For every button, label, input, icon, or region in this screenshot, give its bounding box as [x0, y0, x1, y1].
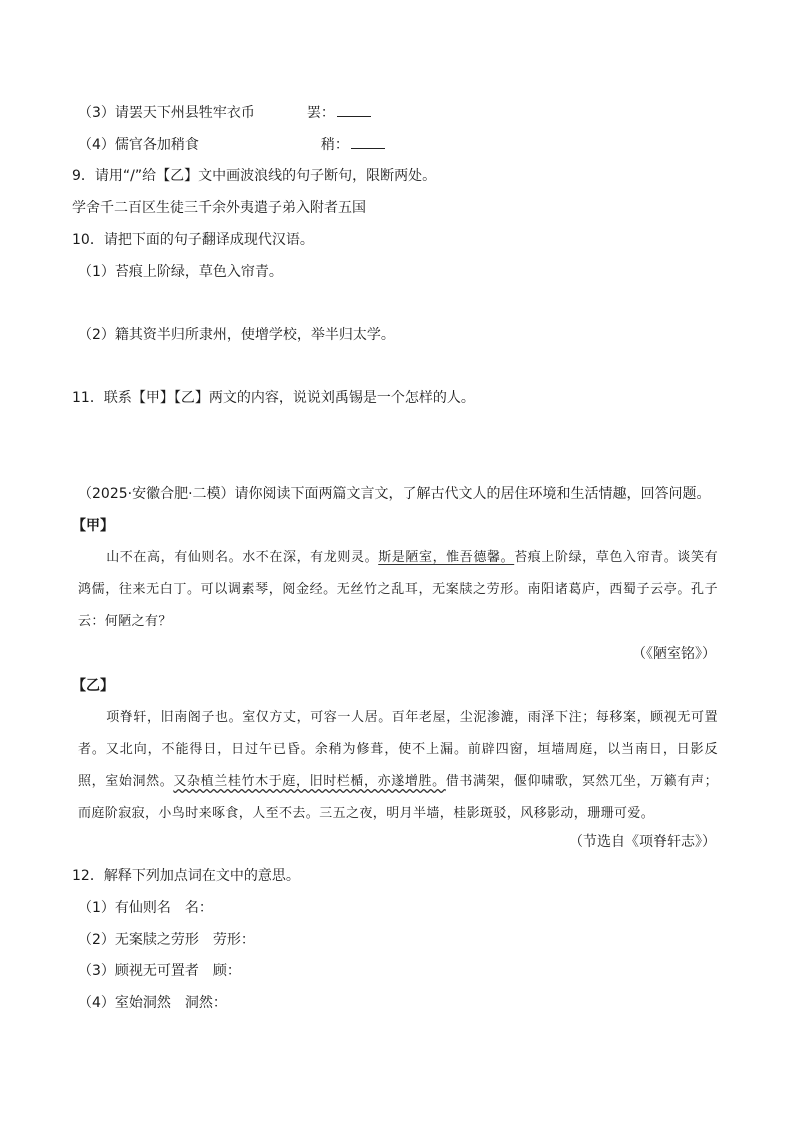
- section-intro: （2025·安徽合肥·二模）请你阅读下面两篇文言文，了解古代文人的居住环境和生活情趣，回答问题。: [78, 486, 711, 502]
- q11-prompt: 11．联系【甲】【乙】两文的内容，说说刘禹锡是一个怎样的人。: [72, 390, 475, 406]
- q9-prompt: 9．请用“/”给【乙】文中画波浪线的句子断句，限断两处。: [72, 168, 437, 184]
- q12-prompt: 12．解释下列加点词在文中的意思。: [72, 868, 300, 884]
- q9-sentence: 学舍千二百区生徒三千余外夷遣子弟入附者五国: [72, 200, 366, 216]
- q8-item-4: [78, 134, 385, 155]
- q10-prompt: 10．请把下面的句子翻译成现代汉语。: [72, 232, 314, 248]
- q8-item-3: [78, 102, 371, 123]
- q12-item-3: （3）顾视无可置者 顾：: [78, 963, 241, 979]
- q8-item-4-target: 稍：: [320, 137, 349, 153]
- q12-item-4: （4）室始洞然 洞然：: [78, 995, 227, 1011]
- passage-yi: [78, 702, 718, 830]
- passage-jia-source: （《陋室铭》）: [632, 646, 716, 662]
- passage-jia: [78, 542, 718, 638]
- passage-yi-text-2: 借书满架，偃仰啸歌，冥然兀坐，万籁有声；而庭阶寂寂，小鸟时来啄食，人至不去。三五之夜，明月半墙，桂影斑驳，风移影动，珊珊可爱。: [78, 774, 718, 821]
- answer-blank[interactable]: [337, 102, 371, 117]
- passage-jia-label: 【甲】: [72, 518, 114, 534]
- answer-blank[interactable]: [351, 134, 385, 149]
- q10-item-1: （1）苔痕上阶绿，草色入帘青。: [78, 264, 283, 280]
- q12-item-2: （2）无案牍之劳形 劳形：: [78, 932, 255, 948]
- q12-item-1: （1）有仙则名 名：: [78, 900, 213, 916]
- passage-yi-label: 【乙】: [72, 678, 114, 694]
- passage-yi-source: （节选自《项脊轩志》）: [569, 834, 716, 850]
- q8-item-4-label: （4）儒官各加稍食: [78, 137, 199, 153]
- passage-jia-text-1: 山不在高，有仙则名。水不在深，有龙则灵。: [106, 550, 379, 565]
- passage-jia-text-2: 苔痕上阶绿，草色入帘青。谈笑有鸿儒，往来无白丁。可以调素琴，阅金经。无丝竹之乱耳，无案牍之劳形。南阳诸葛庐，西蜀子云亭。孔子云：何陋之有？: [78, 550, 718, 629]
- passage-yi-text-1: 项脊轩，旧南阁子也。室仅方丈，可容一人居。百年老屋，尘泥渗漉，雨泽下注；每移案，顾视无可置者。又北向，不能得日，日过午已昏。余稍为修葺，使不上漏。前辟四窗，垣墙周庭，以当南日，日影反照，室始洞然。: [78, 710, 718, 789]
- passage-jia-underlined: 斯是陋室，惟吾德馨。: [378, 550, 515, 565]
- q8-item-3-label: （3）请罢天下州县牲牢衣币: [78, 105, 255, 121]
- passage-yi-underlined: 又杂植兰桂竹木于庭，旧时栏楯，亦遂增胜。: [173, 774, 446, 789]
- q8-item-3-target: 罢：: [306, 105, 335, 121]
- q10-item-2: （2）籍其资半归所隶州，使增学校，举半归太学。: [78, 327, 395, 343]
